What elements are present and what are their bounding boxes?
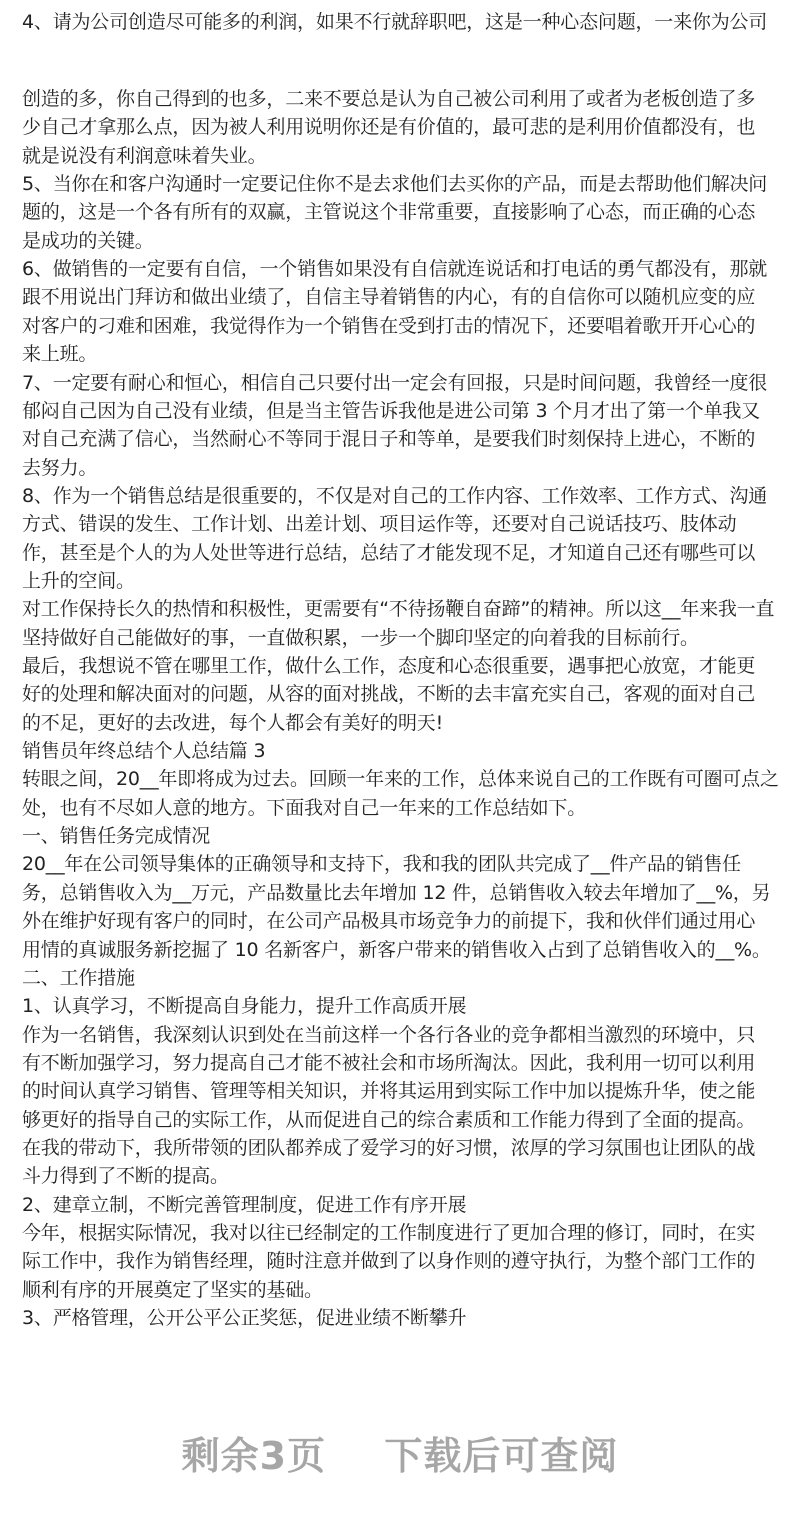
text-line: 好的处理和解决面对的问题，从容的面对挑战，不断的去丰富充实自己，客观的面对自己 <box>22 683 756 706</box>
text-line: 方式、错误的发生、工作计划、出差计划、项目运作等，还要对自己说话技巧、肢体动 <box>22 513 737 536</box>
text-line: 8、作为一个销售总结是很重要的，不仅是对自己的工作内容、工作效率、工作方式、沟通 <box>22 484 768 507</box>
text-line: 一、销售任务完成情况 <box>22 825 211 848</box>
text-line: 外在维护好现有客户的同时，在公司产品极具市场竞争力的前提下，我和伙伴们通过用心 <box>22 910 756 933</box>
remaining-pages-text: 剩余3页 <box>181 1434 327 1478</box>
text-line: 创造的多，你自己得到的也多，二来不要总是认为自己被公司利用了或者为老板创造了多 <box>22 88 756 110</box>
text-line: 最后，我想说不管在哪里工作，做什么工作，态度和心态很重要，遇事把心放宽，才能更 <box>22 655 756 677</box>
text-line: 销售员年终总结个人总结篇 3 <box>22 740 266 763</box>
text-line: 题的，这是一个各有所有的双赢，主管说这个非常重要，直接影响了心态，而正确的心态 <box>22 201 756 224</box>
text-line: 处，也有不尽如人意的地方。下面我对自己一年来的工作总结如下。 <box>22 796 587 819</box>
download-to-view-text[interactable]: 下载后可查阅 <box>384 1434 619 1478</box>
text-line: 够更好的指导自己的实际工作，从而促进自己的综合素质和工作能力得到了全面的提高。 <box>22 1108 756 1131</box>
text-line: 1、认真学习，不断提高自身能力，提升工作高质开展 <box>22 995 467 1018</box>
text-line: 二、工作措施 <box>22 966 135 989</box>
text-line: 5、当你在和客户沟通时一定要记住你不是去求他们去买你的产品，而是去帮助他们解决问 <box>22 173 768 196</box>
text-line: 上升的空间。 <box>22 569 135 592</box>
text-line: 2、建章立制，不断完善管理制度，促进工作有序开展 <box>22 1193 467 1216</box>
text-line: 来上班。 <box>22 343 98 366</box>
text-line: 20__年在公司领导集体的正确领导和支持下，我和我的团队共完成了__件产品的销售任 <box>22 853 741 876</box>
text-line: 7、一定要有耐心和恒心，相信自己只要付出一定会有回报，只是时间问题，我曾经一度很 <box>22 371 768 394</box>
download-prompt[interactable] <box>0 1425 800 1480</box>
text-line: 在我的带动下，我所带领的团队都养成了爱学习的好习惯，浓厚的学习氛围也让团队的战 <box>22 1136 756 1159</box>
text-line: 对工作保持长久的热情和积极性，更需要有“不待扬鞭自奋蹄”的精神。所以这__年来我一直 <box>22 598 775 621</box>
text-line: 去努力。 <box>22 456 98 479</box>
text-line: 用情的真诚服务新挖掘了 10 名新客户，新客户带来的销售收入占到了总销售收入的__%。 <box>22 938 771 961</box>
text-line: 际工作中，我作为销售经理，随时注意并做到了以身作则的遵守执行，为整个部门工作的 <box>22 1250 756 1273</box>
text-line: 少自己才拿那么点，因为被人利用说明你还是有价值的，最可悲的是利用价值都没有，也 <box>22 116 756 139</box>
text-line: 坚持做好自己能做好的事，一直做积累，一步一个脚印坚定的向着我的目标前行。 <box>22 626 699 649</box>
text-line: 斗力得到了不断的提高。 <box>22 1165 229 1188</box>
text-line: 对客户的刁难和困难，我觉得作为一个销售在受到打击的情况下，还要唱着歌开开心心的 <box>22 314 756 337</box>
text-line: 的时间认真学习销售、管理等相关知识，并将其运用到实际工作中加以提炼升华，使之能 <box>22 1080 756 1103</box>
text-line: 务，总销售收入为__万元，产品数量比去年增加 12 件，总销售收入较去年增加了__%，另 <box>22 881 771 904</box>
text-line: 郁闷自己因为自己没有业绩，但是当主管告诉我他是进公司第 3 个月才出了第一个单我又 <box>22 399 760 422</box>
text-line: 作，甚至是个人的为人处世等进行总结，总结了才能发现不足，才知道自己还有哪些可以 <box>22 541 756 564</box>
text-line: 3、严格管理，公开公平公正奖惩，促进业绩不断攀升 <box>22 1307 467 1330</box>
text-line: 有不断加强学习，努力提高自己才能不被社会和市场所淘汰。因此，我利用一切可以利用 <box>22 1051 756 1074</box>
text-line: 对自己充满了信心，当然耐心不等同于混日子和等单，是要我们时刻保持上进心，不断的 <box>22 428 756 451</box>
text-line: 作为一名销售，我深刻认识到处在当前这样一个各行各业的竞争都相当激烈的环境中，只 <box>22 1023 756 1046</box>
first-line: 4、请为公司创造尽可能多的利润，如果不行就辞职吧，这是一种心态问题，一来你为公司 <box>22 11 768 33</box>
text-line: 是成功的关键。 <box>22 229 154 252</box>
text-line: 的不足，更好的去改进，每个人都会有美好的明天! <box>22 711 444 734</box>
text-line: 跟不用说出门拜访和做出业绩了，自信主导着销售的内心，有的自信你可以随机应变的应 <box>22 286 756 309</box>
text-line: 转眼之间，20__年即将成为过去。回顾一年来的工作，总体来说自己的工作既有可圈可点之 <box>22 768 779 791</box>
text-line: 顺利有序的开展奠定了坚实的基础。 <box>22 1278 323 1301</box>
text-line: 就是说没有利润意味着失业。 <box>22 144 267 167</box>
text-line: 今年，根据实际情况，我对以往已经制定的工作制度进行了更加合理的修订，同时，在实 <box>22 1222 756 1244</box>
text-line: 6、做销售的一定要有自信，一个销售如果没有自信就连说话和打电话的勇气都没有，那就 <box>22 258 768 281</box>
